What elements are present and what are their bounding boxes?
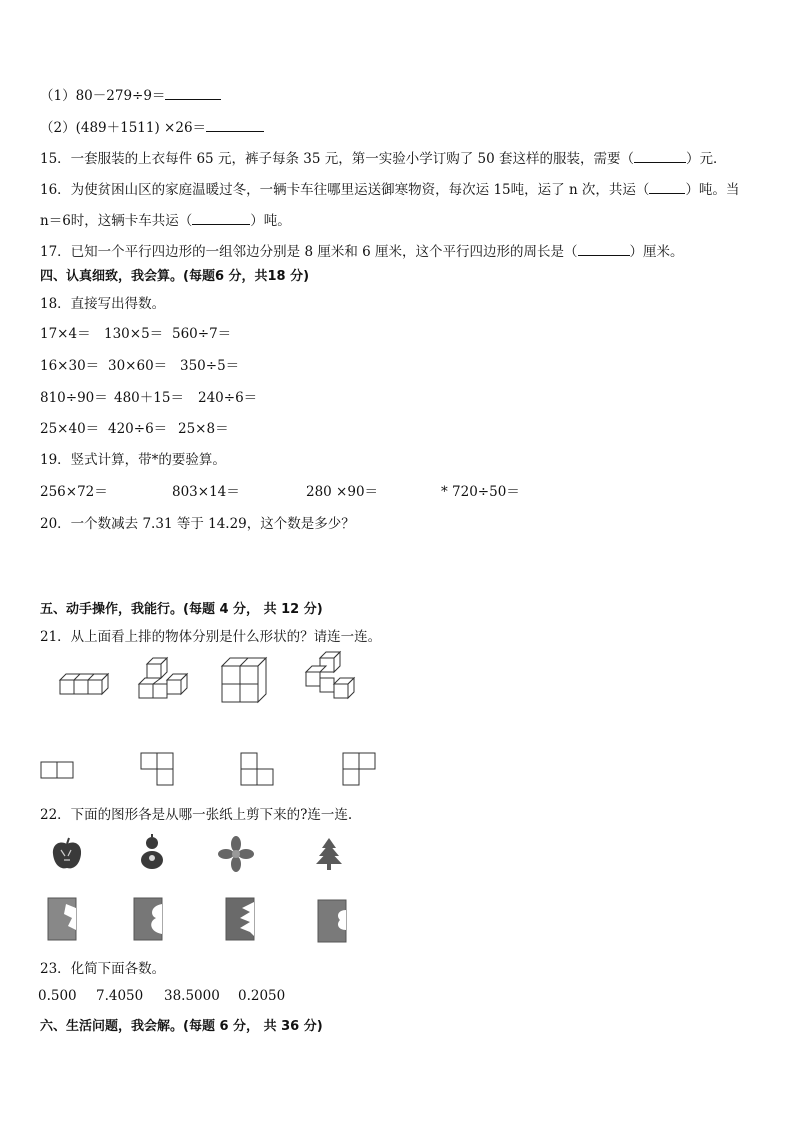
paper-sheet-1 <box>46 896 80 942</box>
q21-top-view-3 <box>240 752 276 788</box>
section5-title: 五、动手操作，我能行。(每题 4 分， 共 12 分) <box>40 602 323 617</box>
q18-r1c1: 17×4＝ <box>40 326 91 342</box>
apple-icon <box>50 836 84 872</box>
q19-item4: * 720÷50＝ <box>441 484 520 500</box>
q14-part2-blank[interactable] <box>206 119 264 132</box>
q14-part2 <box>40 116 264 136</box>
q18-r4c3: 25×8＝ <box>178 421 229 437</box>
q16-line2 <box>40 209 291 229</box>
q19-title: 19．竖式计算，带*的要验算。 <box>40 452 226 468</box>
paper-sheet-3 <box>224 896 258 942</box>
q15-text-b: ）元． <box>685 151 727 167</box>
q21-title: 21．从上面看上排的物体分别是什么形状的？请连一连。 <box>40 629 382 645</box>
q15-blank[interactable] <box>634 150 686 163</box>
q23-number-2: 7.4050 <box>96 988 144 1004</box>
q17-text-b: ）厘米。 <box>629 244 684 260</box>
q16-text-a: 16．为使贫困山区的家庭温暖过冬，一辆卡车往哪里运送御寒物资，每次运 15吨，运了 n 次，共运（ <box>40 182 650 198</box>
q18-r1c2: 130×5＝ <box>104 326 164 342</box>
q18-r3c1: 810÷90＝ <box>40 390 108 406</box>
q18-r3c2: 480＋15＝ <box>114 390 184 406</box>
q21-top-view-1 <box>40 760 76 780</box>
q14-part2-text: （2）(489＋1511) ×26＝ <box>40 120 207 136</box>
q16-text-d: ）吨。 <box>250 213 291 229</box>
q14-part1-blank[interactable] <box>165 87 221 100</box>
q17 <box>40 240 684 260</box>
q17-blank[interactable] <box>578 243 630 256</box>
q19-item1: 256×72＝ <box>40 484 108 500</box>
q23-title: 23．化简下面各数。 <box>40 961 166 977</box>
q16-text-b: ）吨。当 <box>685 182 740 198</box>
q14-part1-text: （1）80－279÷9＝ <box>40 88 166 104</box>
section4-title: 四、认真细致，我会算。(每题6 分，共18 分) <box>40 269 310 284</box>
q18-r2c1: 16×30＝ <box>40 358 100 374</box>
flower-icon <box>218 836 254 872</box>
q21-cube-figure-3 <box>218 656 272 706</box>
q21-top-view-4 <box>342 752 378 788</box>
q19-item3: 280 ×90＝ <box>306 484 379 500</box>
section6-title: 六、生活问题，我会解。(每题 6 分， 共 36 分) <box>40 1019 323 1034</box>
q16-text-c: n＝6时，这辆卡车共运（ <box>40 213 193 229</box>
q18-r2c3: 350÷5＝ <box>180 358 240 374</box>
q18-r3c3: 240÷6＝ <box>198 390 258 406</box>
q15-text-a: 15．一套服装的上衣每件 65 元，裤子每条 35 元，第一实验小学订购了 50 套这样的服装，需要（ <box>40 151 634 167</box>
q14-part1 <box>40 84 221 104</box>
q18-r1c3: 560÷7＝ <box>172 326 232 342</box>
q17-text-a: 17．已知一个平行四边形的一组邻边分别是 8 厘米和 6 厘米，这个平行四边形的周长是（ <box>40 244 578 260</box>
paper-sheet-2 <box>132 896 166 942</box>
tree-icon <box>314 836 344 872</box>
paper-sheet-4 <box>316 898 350 944</box>
q18-r4c2: 420÷6＝ <box>108 421 168 437</box>
gourd-icon <box>135 832 169 872</box>
q21-cube-figure-1 <box>54 664 110 706</box>
q16-blank2[interactable] <box>192 212 250 225</box>
q18-r4c1: 25×40＝ <box>40 421 100 437</box>
q20-title: 20．一个数减去 7.31 等于 14.29，这个数是多少？ <box>40 516 355 532</box>
q23-number-3: 38.5000 <box>164 988 220 1004</box>
q22-title: 22．下面的图形各是从哪一张纸上剪下来的?连一连. <box>40 807 353 823</box>
q15 <box>40 147 726 167</box>
q23-number-4: 0.2050 <box>238 988 286 1004</box>
q16-line1 <box>40 178 739 198</box>
q21-top-view-2 <box>140 752 176 788</box>
q21-cube-figure-2 <box>133 654 189 708</box>
q21-cube-figure-4 <box>300 650 356 706</box>
q16-blank1[interactable] <box>649 181 685 194</box>
q18-title: 18．直接写出得数。 <box>40 296 166 312</box>
q19-item2: 803×14＝ <box>172 484 240 500</box>
q23-number-1: 0.500 <box>38 988 77 1004</box>
q18-r2c2: 30×60＝ <box>108 358 168 374</box>
